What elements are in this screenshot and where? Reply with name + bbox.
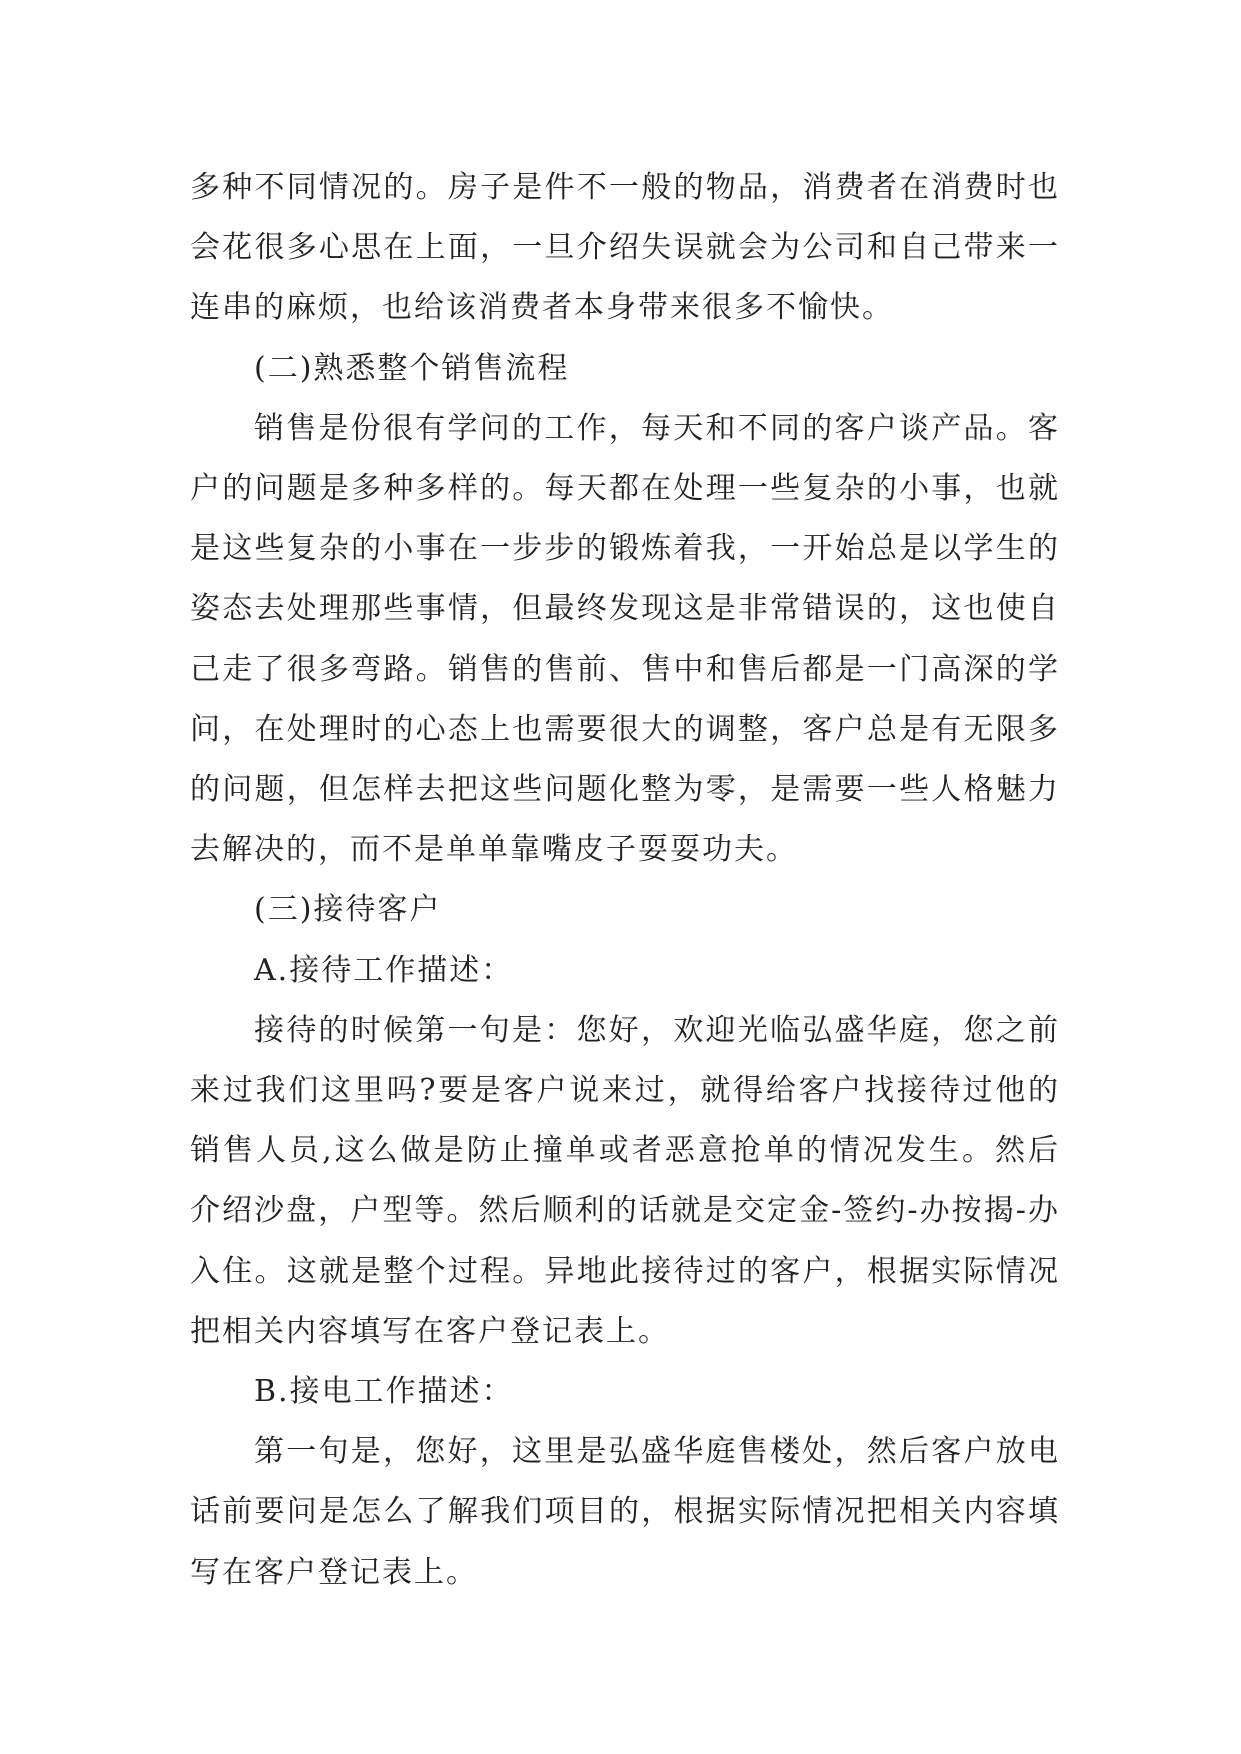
subheading-reception-description: A.接待工作描述： <box>254 952 514 988</box>
paragraph-phone-process: 第一句是，您好，这里是弘盛华庭售楼处，然后客户放电话前要问是怎么了解我们项目的，根据实际情况把相关内容填写在客户登记表上。 <box>190 1434 1060 1590</box>
subheading-phone-description: B.接电工作描述： <box>254 1374 514 1410</box>
section-heading-sales-process: (二)熟悉整个销售流程 <box>254 350 570 386</box>
paragraph-sales-work: 销售是份很有学问的工作，每天和不同的客户谈产品。客户的问题是多种多样的。每天都在处理一些复杂的小事，也就是这些复杂的小事在一步步的锻炼着我，一开始总是以学生的姿态去处理那些事情，但最终发现这是非常错误的，这也使自己走了很多弯路。销售的售前、售中和售后都是一门高深的学问，在处理时的心态上也需要很大的调整，客户总是有无限多的问题，但怎样去把这些问题化整为零，是需要一些人格魅力去解决的，而不是单单靠嘴皮子耍耍功夫。 <box>190 410 1060 868</box>
paragraph-continuation: 多种不同情况的。房子是件不一般的物品，消费者在消费时也会花很多心思在上面，一旦介绍失误就会为公司和自己带来一连串的麻烦，也给该消费者本身带来很多不愉快。 <box>190 170 1060 326</box>
document-body <box>190 158 1060 1603</box>
paragraph-reception-process: 接待的时候第一句是：您好，欢迎光临弘盛华庭，您之前来过我们这里吗?要是客户说来过，就得给客户找接待过他的销售人员,这么做是防止撞单或者恶意抢单的情况发生。然后介绍沙盘，户型等。然后顺利的话就是交定金-签约-办按揭-办入住。这就是整个过程。异地此接待过的客户，根据实际情况把相关内容填写在客户登记表上。 <box>190 1012 1060 1349</box>
section-heading-receiving-clients: (三)接待客户 <box>254 892 442 928</box>
